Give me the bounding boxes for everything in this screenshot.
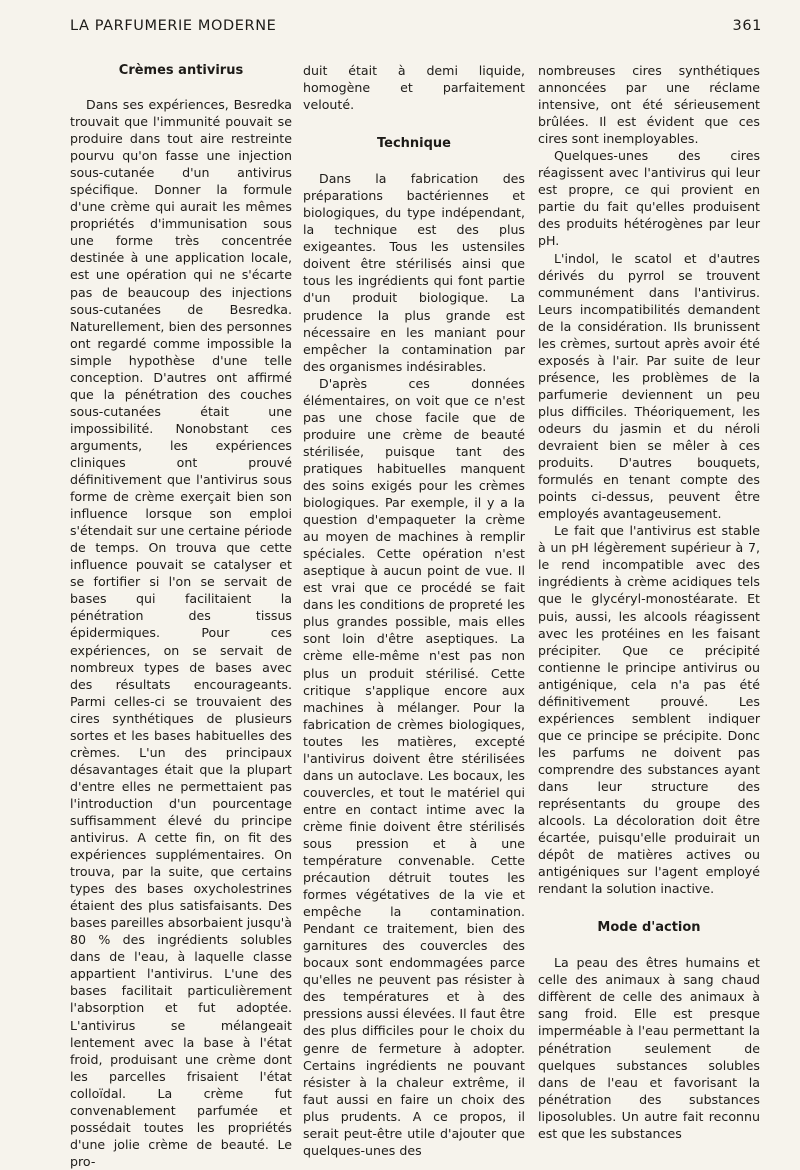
column-2 [303, 62, 525, 1159]
section-heading-technique: Technique [376, 136, 451, 152]
paragraph: D'après ces données élémentaires, on voit que ce n'est pas une chose facile que de produire une crème de beauté stérilisée, puisque tant des pratiques habituelles manquent des soins exigés pour les crèmes biologiques. Par exemple, il y a la question d'empaqueter la crème au moyen de machines à remplir spéciales. Cette opération n'est aseptique à aucun point de vue. Il est vrai que ce procédé se fait dans les conditions de propreté les plus grandes possible, mais elles sont loin d'être aseptiques. La crème elle-même n'est pas non plus un produit stérilisé. Cette critique s'applique encore aux machines à mélanger. Pour la fabrication de crèmes biologiques, toutes les matières, excepté l'antivirus doivent être stérilisées dans un autoclave. Les bocaux, les couvercles, et tout le matériel qui entre en contact intime avec la crème finie doivent être stérilisés sous pression et à une température convenable. Cette précaution détruit toutes les formes végétatives de la vie et empêche la contamination. Pendant ce traitement, bien des garnitures des couvercles des bocaux sont endommagées parce qu'elles ne peuvent pas résister à des températures et à des pressions aussi élevées. Il faut être des plus difficiles pour le choix du genre de fermeture à adopter. Certains ingrédients ne pouvant résister à la chaleur extrême, il faut aussi en faire un choix des plus prudents. A ce propos, il serait peut-être utile d'ajouter que quelques-unes des [303, 375, 525, 1158]
paragraph: La peau des êtres humains et celle des animaux à sang chaud diffèrent de celle des animaux à sang froid. Elle est presque imperméable à l'eau permettant la pénétration seulement de quelques substances solubles dans de l'eau et favorisant la pénétration des substances liposolubles. Un autre fait reconnu est que les substances [538, 955, 760, 1141]
running-header [70, 18, 762, 40]
section-heading-cremes-antivirus: Crèmes antivirus [118, 63, 244, 78]
paragraph-continuation: nombreuses cires synthétiques annoncées par une réclame intensive, ont été sérieusement brûlées. Il est évident que ces cires sont inemployables. [538, 63, 760, 147]
section-heading-mode-action: Mode d'action [597, 920, 701, 936]
paragraph: Dans la fabrication des préparations bactériennes et biologiques, du type indépendant, la technique est des plus exigeantes. Tous les ustensiles doivent être stérilisés ainsi que tous les ingrédients qui font partie d'un produit biologique. La prudence la plus grande est nécessaire en les maniant pour empêcher la contamination par des organismes indésirables. [303, 171, 525, 374]
paragraph-continuation: duit était à demi liquide, homogène et parfaitement velouté. [303, 63, 525, 113]
column-1 [70, 62, 292, 1170]
journal-title: LA PARFUMERIE MODERNE [70, 18, 277, 34]
paragraph: L'indol, le scatol et d'autres dérivés du pyrrol se trouvent communément dans l'antivirus. Leurs incompatibilités demandent de la considération. Ils brunissent les crèmes, surtout après avoir été exposés à l'air. Par suite de leur présence, les problèmes de la parfumerie deviennent un peu plus difficiles. Théoriquement, les odeurs du jasmin et du néroli devraient bien se mêler à ces produits. D'autres bouquets, formulés en tenant compte des points ci-dessus, peuvent être employés avantageusement. [538, 250, 760, 522]
column-3 [538, 62, 760, 1142]
paragraph: Dans ses expériences, Besredka trouvait que l'immunité pouvait se produire dans tout aire restreinte pourvu qu'on fasse une injection sous-cutanée d'un antivirus spécifique. Donner la formule d'une crème qui aurait les mêmes propriétés d'immunisation sous une forme très concentrée destinée à une application locale, est une opération qui ne s'écarte pas de beaucoup des injections sous-cutanées de Besredka. Naturellement, bien des personnes ont regardé comme impossible la simple hypothèse d'une telle conception. D'autres ont affirmé que la pénétration des couches sous-cutanées était une impossibilité. Nonobstant ces arguments, les expériences cliniques ont prouvé définitivement que l'antivirus sous forme de crème exerçait bien son influence lorsque son emploi s'étendait sur une certaine période de temps. On trouva que cette influence pouvait se catalyser et se fortifier si l'on se servait de bases qui facilitaient la pénétration des tissus épidermiques. Pour ces expériences, on se servait de nombreux types de bases avec des résultats encourageants. Parmi celles-ci se trouvaient des cires synthétiques de plusieurs sortes et les bases habituelles des crèmes. L'un des principaux désavantages était que la plupart d'entre elles ne permettaient pas l'introduction d'un pourcentage suffisamment élevé du principe antivirus. A cette fin, on fit des expériences supplémentaires. On trouva, par la suite, que certains types des bases oxycholestrines étaient des plus satisfaisants. Des bases pareilles absorbaient jusqu'à 80 % des ingrédients solubles dans de l'eau, à laquelle classe appartient l'antivirus. L'une des bases facilitait particulièrement l'absorption et fut adoptée. L'antivirus se mélangeait lentement avec la base à l'état froid, produisant une crème dont les parcelles frisaient l'état colloïdal. La crème fut convenablement parfumée et possédait toutes les propriétés d'une jolie crème de beauté. Le pro- [70, 97, 292, 1169]
paragraph: Le fait que l'antivirus est stable à un pH légèrement supérieur à 7, le rend incompatible avec des ingrédients à crème acidiques tels que le glycéryl-monostéarate. Et puis, aussi, les alcools réagissent avec les protéines en les faisant précipiter. Que ce précipité contienne le principe antivirus ou antigénique, cela n'a pas été définitivement prouvé. Les expériences semblent indiquer que ce principe se précipite. Donc les parfums ne doivent pas comprendre des substances ayant dans leur structure des représentants du groupe des alcools. La décoloration doit être écartée, puisqu'elle produirait un dépôt de matières actives ou antigéniques sur l'agent employé rendant la solution inactive. [538, 523, 760, 897]
page-number: 361 [732, 18, 762, 34]
paragraph: Quelques-unes des cires réagissent avec l'antivirus qui leur est propre, ce qui provient en partie du fait qu'elles produisent des produits hétérogènes par leur pH. [538, 148, 760, 249]
